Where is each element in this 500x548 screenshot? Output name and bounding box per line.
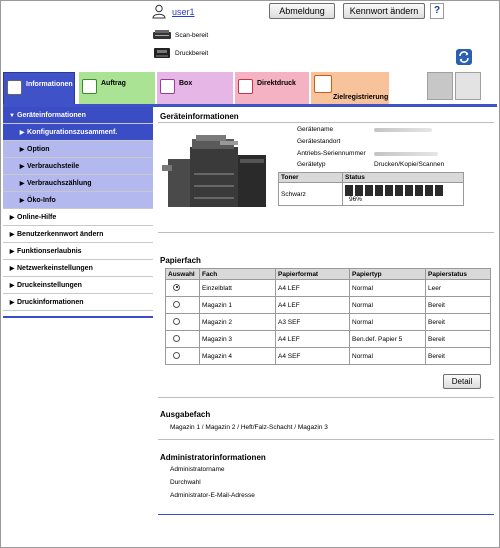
tray-format: A4 LEF xyxy=(276,331,350,348)
triangle-right-icon: ▶ xyxy=(9,215,15,221)
table-header-row xyxy=(166,269,491,280)
triangle-right-icon: ▶ xyxy=(9,266,15,272)
print-status xyxy=(152,47,208,61)
tray-name: Magazin 2 xyxy=(200,314,276,331)
sidebar-item-online-hilfe[interactable] xyxy=(3,209,153,226)
refresh-icon[interactable] xyxy=(456,49,472,65)
column-header: Auswahl xyxy=(166,269,200,280)
tray-type: Normal xyxy=(350,297,426,314)
admin-field-label: Durchwahl xyxy=(170,479,201,486)
toner-level-segment xyxy=(355,185,363,196)
info-icon xyxy=(7,80,22,95)
main-tabs xyxy=(3,72,497,105)
tray-status: Bereit xyxy=(426,297,491,314)
tray-name: Magazin 1 xyxy=(200,297,276,314)
tray-radio[interactable] xyxy=(173,352,180,359)
tab-extra-blank-icon[interactable] xyxy=(455,72,481,100)
tab-label: Informationen xyxy=(26,81,73,88)
sidebar-item-label: Druckeinstellungen xyxy=(17,282,82,289)
user-name-link[interactable]: user1 xyxy=(172,7,195,17)
field-label: Gerätetyp xyxy=(297,161,326,168)
tab-label: Box xyxy=(179,80,193,87)
scanner-icon xyxy=(152,29,172,41)
logout-button[interactable]: Abmeldung xyxy=(269,3,335,19)
tab-extra-settings-icon[interactable] xyxy=(427,72,453,100)
sidebar-item-label: Option xyxy=(27,146,50,153)
tray-radio[interactable] xyxy=(173,301,180,308)
scan-status xyxy=(152,29,208,43)
detail-button[interactable]: Detail xyxy=(443,374,481,389)
device-info-title: Geräteinformationen xyxy=(160,112,239,121)
tray-type: Normal xyxy=(350,348,426,365)
toner-level-segment xyxy=(345,185,353,196)
toner-status-cell xyxy=(343,183,464,206)
toner-level-segment xyxy=(365,185,373,196)
sidebar-item-verbrauchsteile[interactable] xyxy=(3,158,153,175)
tray-format: A3 SEF xyxy=(276,314,350,331)
sidebar-item-option[interactable] xyxy=(3,141,153,158)
tab-label: Zielregistrierung xyxy=(333,94,389,101)
box-icon xyxy=(160,79,175,94)
toner-name: Schwarz xyxy=(279,183,343,206)
tray-name: Magazin 3 xyxy=(200,331,276,348)
tray-name: Einzelblatt xyxy=(200,280,276,297)
admin-info-title: Administratorinformationen xyxy=(160,453,266,462)
table-row xyxy=(166,331,491,348)
toner-level-segment xyxy=(395,185,403,196)
serial-number-value xyxy=(374,152,438,156)
scan-status-label: Scan-bereit xyxy=(175,32,209,39)
column-header: Papierformat xyxy=(276,269,350,280)
tray-status: Bereit xyxy=(426,348,491,365)
sidebar-item-label: Druckinformationen xyxy=(17,299,84,306)
triangle-down-icon: ▼ xyxy=(9,113,15,119)
output-tray-value: Magazin 1 / Magazin 2 / Heft/Falz-Schacht / Magazin 3 xyxy=(170,424,328,431)
triangle-right-icon: ▶ xyxy=(9,300,15,306)
admin-field-label: Administratorname xyxy=(170,466,225,473)
section-divider xyxy=(158,397,494,398)
tray-radio[interactable] xyxy=(173,284,180,291)
field-label: Gerätename xyxy=(297,126,334,133)
triangle-right-icon: ▶ xyxy=(19,181,25,187)
sidebar-item-netzwerkeinstellungen[interactable] xyxy=(3,260,153,277)
sidebar-item-druckeinstellungen[interactable] xyxy=(3,277,153,294)
tray-format: A4 SEF xyxy=(276,348,350,365)
table-row xyxy=(166,314,491,331)
tab-box[interactable] xyxy=(157,72,233,105)
toner-header: Toner xyxy=(279,173,343,183)
field-label: Antriebs-Seriennummer xyxy=(297,150,366,157)
tray-status: Bereit xyxy=(426,314,491,331)
sidebar-item-label: Konfigurationszusammenf. xyxy=(27,129,118,136)
paper-tray-title: Papierfach xyxy=(160,256,201,265)
tray-type: Normal xyxy=(350,280,426,297)
sidebar-item-verbrauchszaehlung[interactable] xyxy=(3,175,153,192)
paper-tray-table xyxy=(165,268,491,365)
section-divider xyxy=(158,439,494,440)
output-tray-title: Ausgabefach xyxy=(160,410,211,419)
sidebar-item-konfigurationszusammenf[interactable] xyxy=(3,124,153,141)
sidebar-item-label: Verbrauchszählung xyxy=(27,180,92,187)
triangle-right-icon: ▶ xyxy=(19,198,25,204)
destination-icon xyxy=(314,75,332,93)
sidebar-item-oeko-info[interactable] xyxy=(3,192,153,209)
sidebar-item-label: Benutzerkennwort ändern xyxy=(17,231,104,238)
triangle-right-icon: ▶ xyxy=(9,232,15,238)
table-row xyxy=(166,297,491,314)
direct-print-icon xyxy=(238,79,253,94)
sidebar-item-label: Funktionserlaubnis xyxy=(17,248,82,255)
sidebar-item-label: Öko-Info xyxy=(27,197,56,204)
tray-radio[interactable] xyxy=(173,335,180,342)
tray-name: Magazin 4 xyxy=(200,348,276,365)
triangle-right-icon: ▶ xyxy=(19,130,25,136)
table-row xyxy=(166,280,491,297)
toner-level-segment xyxy=(425,185,433,196)
sidebar xyxy=(3,107,153,316)
field-label: Gerätestandort xyxy=(297,138,341,145)
tray-status: Leer xyxy=(426,280,491,297)
job-icon xyxy=(82,79,97,94)
toner-level-segment xyxy=(415,185,423,196)
print-status-label: Druckbereit xyxy=(175,50,209,57)
sidebar-item-geraeteinformationen[interactable] xyxy=(3,107,153,124)
tab-label: Direktdruck xyxy=(257,80,296,87)
column-header: Papiertyp xyxy=(350,269,426,280)
triangle-right-icon: ▶ xyxy=(19,164,25,170)
tray-type: Normal xyxy=(350,314,426,331)
sidebar-item-label: Netzwerkeinstellungen xyxy=(17,265,93,272)
sidebar-item-label: Geräteinformationen xyxy=(17,112,86,119)
sidebar-item-label: Verbrauchsteile xyxy=(27,163,80,170)
device-name-value xyxy=(374,128,432,132)
toner-level-segment xyxy=(375,185,383,196)
printer-icon xyxy=(152,47,172,59)
help-icon[interactable]: ? xyxy=(430,3,444,19)
toner-level-bar xyxy=(345,187,445,194)
tab-zielregistrierung[interactable] xyxy=(311,72,389,105)
toner-level-segment xyxy=(405,185,413,196)
tray-format: A4 LEF xyxy=(276,297,350,314)
tab-direktdruck[interactable] xyxy=(235,72,309,105)
triangle-right-icon: ▶ xyxy=(9,283,15,289)
tab-informationen[interactable] xyxy=(3,72,75,105)
toner-table xyxy=(278,172,464,206)
toner-status-header: Status xyxy=(343,173,464,183)
section-divider xyxy=(158,122,494,123)
toner-percent: 96% xyxy=(349,196,363,203)
toner-row xyxy=(279,183,464,206)
column-header: Fach xyxy=(200,269,276,280)
triangle-right-icon: ▶ xyxy=(9,249,15,255)
column-header: Papierstatus xyxy=(426,269,491,280)
device-image xyxy=(160,133,272,211)
tray-type: Ben.def. Papier 5 xyxy=(350,331,426,348)
tab-label: Auftrag xyxy=(101,80,126,87)
tray-radio[interactable] xyxy=(173,318,180,325)
sidebar-item-druckinformationen[interactable] xyxy=(3,294,153,311)
user-icon xyxy=(152,4,166,19)
sidebar-item-label: Online-Hilfe xyxy=(17,214,57,221)
toner-level-segment xyxy=(435,185,443,196)
tray-format: A4 LEF xyxy=(276,280,350,297)
section-divider xyxy=(158,232,494,233)
device-type-value: Drucken/Kopie/Scannen xyxy=(374,161,445,168)
sidebar-bottom-line xyxy=(3,316,153,318)
triangle-right-icon: ▶ xyxy=(19,147,25,153)
sidebar-item-funktionserlaubnis[interactable] xyxy=(3,243,153,260)
tray-status: Bereit xyxy=(426,331,491,348)
toner-level-segment xyxy=(385,185,393,196)
content-bottom-line xyxy=(158,514,494,515)
tab-auftrag[interactable] xyxy=(79,72,155,105)
sidebar-item-benutzerkennwort[interactable] xyxy=(3,226,153,243)
table-row xyxy=(166,348,491,365)
change-password-button[interactable]: Kennwort ändern xyxy=(343,3,425,19)
admin-field-label: Administrator-E-Mail-Adresse xyxy=(170,492,255,499)
